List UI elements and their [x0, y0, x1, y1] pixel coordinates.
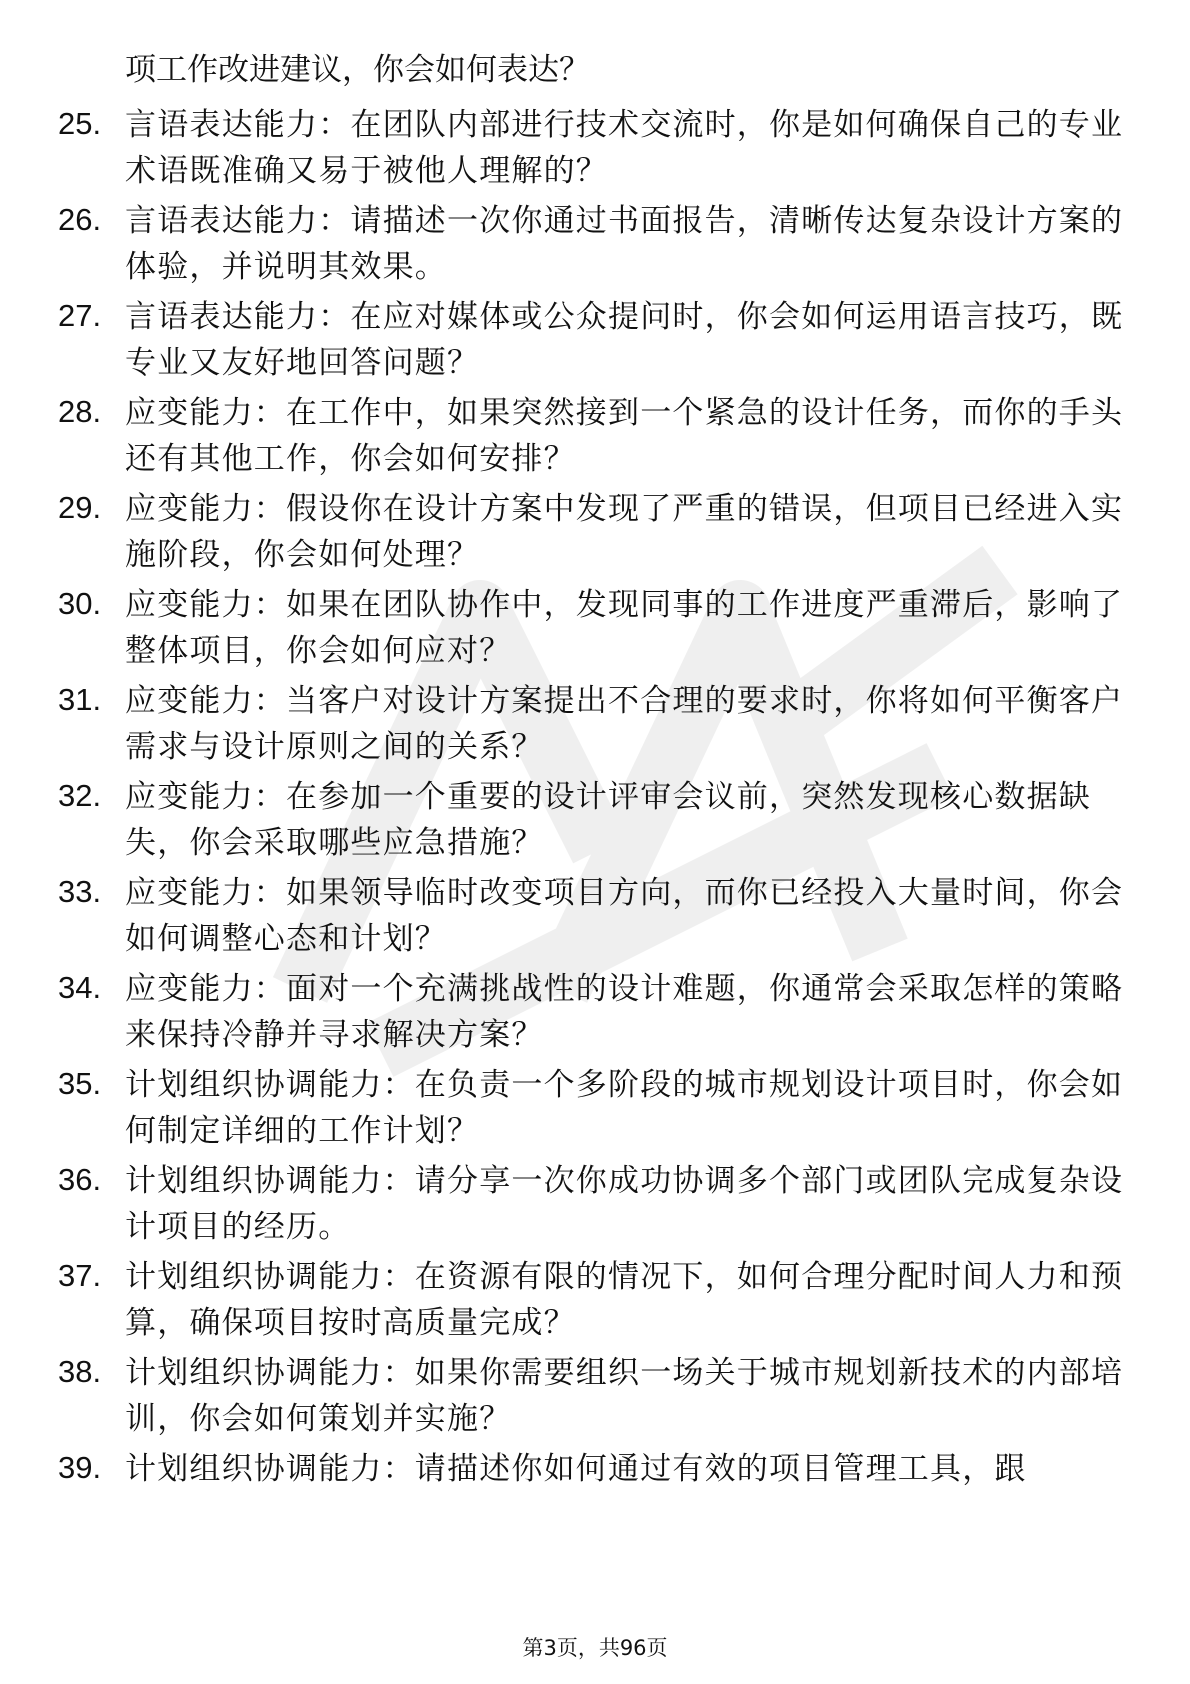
question-text: 应变能力：当客户对设计方案提出不合理的要求时，你将如何平衡客户需求与设计原则之间的关系？: [125, 683, 1124, 765]
question-number: 34.: [58, 970, 102, 1005]
question-text: 言语表达能力：在团队内部进行技术交流时，你是如何确保自己的专业术语既准确又易于被他人理解的？: [125, 107, 1124, 189]
question-text: 计划组织协调能力：在负责一个多阶段的城市规划设计项目时，你会如何制定详细的工作计划？: [125, 1067, 1124, 1149]
question-text: 应变能力：在参加一个重要的设计评审会议前，突然发现核心数据缺失，你会采取哪些应急措施？: [125, 779, 1091, 861]
question-text: 计划组织协调能力：在资源有限的情况下，如何合理分配时间人力和预算，确保项目按时高质量完成？: [125, 1259, 1124, 1341]
question-item: [0, 966, 1190, 1056]
question-item: [0, 582, 1190, 672]
question-number: 36.: [58, 1162, 102, 1197]
question-text: 计划组织协调能力：请描述你如何通过有效的项目管理工具，跟: [125, 1451, 1027, 1487]
question-number: 27.: [58, 298, 102, 333]
question-item: [0, 1254, 1190, 1344]
question-item: [0, 870, 1190, 960]
question-text: 计划组织协调能力：请分享一次你成功协调多个部门或团队完成复杂设计项目的经历。: [125, 1163, 1124, 1245]
question-item: [0, 1062, 1190, 1152]
question-item: [0, 486, 1190, 576]
question-item: [0, 1350, 1190, 1440]
question-item: [0, 294, 1190, 384]
question-number: 38.: [58, 1354, 102, 1389]
question-number: 29.: [58, 490, 102, 525]
question-number: 35.: [58, 1066, 102, 1101]
question-text: 应变能力：面对一个充满挑战性的设计难题，你通常会采取怎样的策略来保持冷静并寻求解决方案？: [125, 971, 1124, 1053]
question-item: [0, 102, 1190, 192]
question-text: 言语表达能力：在应对媒体或公众提问时，你会如何运用语言技巧，既专业又友好地回答问题？: [125, 299, 1124, 381]
question-text: 应变能力：如果领导临时改变项目方向，而你已经投入大量时间，你会如何调整心态和计划？: [125, 875, 1124, 957]
question-text: 应变能力：在工作中，如果突然接到一个紧急的设计任务，而你的手头还有其他工作，你会如何安排？: [125, 395, 1124, 477]
question-number: 31.: [58, 682, 102, 717]
question-number: 28.: [58, 394, 102, 429]
question-number: 26.: [58, 202, 102, 237]
question-number: 39.: [58, 1450, 102, 1485]
question-item: [0, 198, 1190, 288]
question-item: [0, 390, 1190, 480]
question-text: 计划组织协调能力：如果你需要组织一场关于城市规划新技术的内部培训，你会如何策划并实施？: [125, 1355, 1124, 1437]
question-text: 应变能力：假设你在设计方案中发现了严重的错误，但项目已经进入实施阶段，你会如何处理？: [125, 491, 1124, 573]
question-number: 25.: [58, 106, 102, 141]
question-item: [0, 678, 1190, 768]
question-number: 37.: [58, 1258, 102, 1293]
question-item: [0, 1446, 1190, 1536]
question-item: [0, 1158, 1190, 1248]
question-text: 言语表达能力：请描述一次你通过书面报告，清晰传达复杂设计方案的体验，并说明其效果。: [125, 203, 1124, 285]
continuation-text: 项工作改进建议，你会如何表达？: [125, 52, 590, 88]
question-text: 应变能力：如果在团队协作中，发现同事的工作进度严重滞后，影响了整体项目，你会如何应对？: [125, 587, 1124, 669]
question-number: 30.: [58, 586, 102, 621]
question-number: 32.: [58, 778, 102, 813]
question-item: [0, 774, 1190, 864]
page-footer: 第3页，共96页: [522, 1636, 668, 1660]
question-number: 33.: [58, 874, 102, 909]
